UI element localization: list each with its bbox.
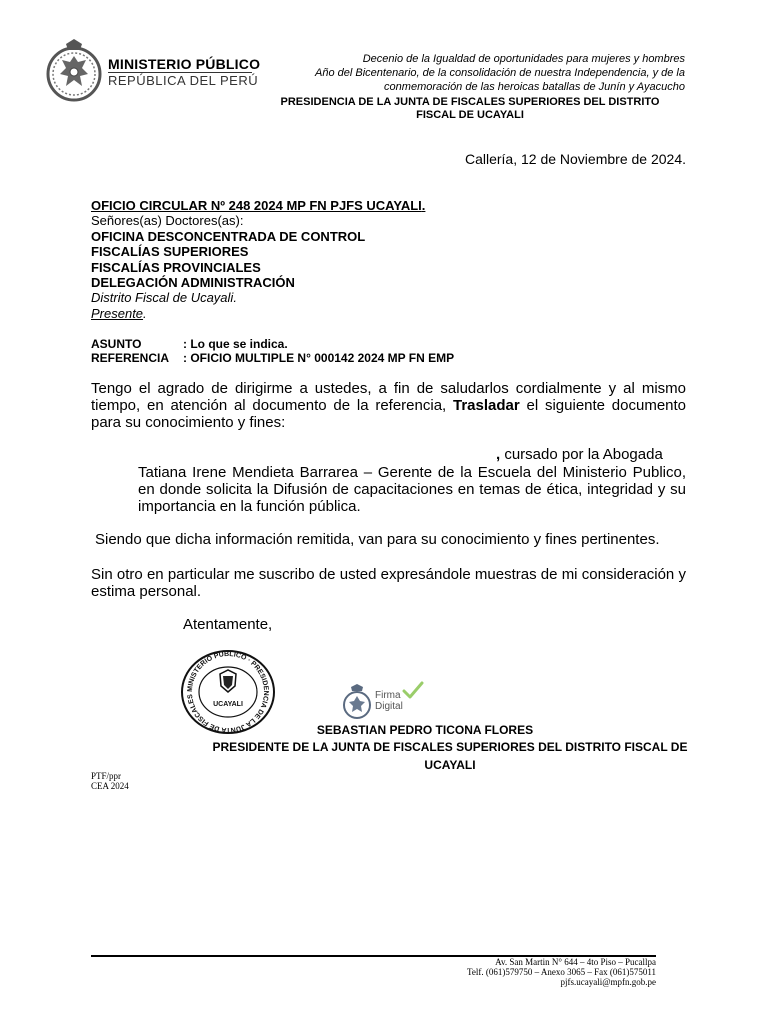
document-date: Callería, 12 de Noviembre de 2024. <box>464 151 686 167</box>
referencia-label: REFERENCIA <box>91 351 170 365</box>
body-text: Tengo el agrado de dirigirme a ustedes, a fin de saludarlos cordialmente y al mismo tiempo, en atención al documento de la referencia, <box>91 380 686 414</box>
footer-address <box>467 957 656 987</box>
body-paragraph-3: Sin otro en particular me suscribo de usted expresándole muestras de mi consideración y estima personal. <box>91 566 686 600</box>
oficio-title <box>91 198 425 213</box>
asunto-block <box>91 337 454 365</box>
official-seal-stamp <box>178 648 278 736</box>
initials-line: PTF/ppr <box>91 771 122 781</box>
closing: Atentamente, <box>183 616 273 633</box>
initials <box>91 771 129 791</box>
recipient: FISCALÍAS SUPERIORES <box>91 244 249 259</box>
ministerio-publico-logo-icon <box>44 38 104 104</box>
firma-digital-emblem-icon <box>342 684 372 720</box>
signer-name: SEBASTIAN PEDRO TICONA FLORES <box>316 723 534 737</box>
referencia-value: : OFICIO MULTIPLE N° 000142 2024 MP FN EMP <box>183 351 455 365</box>
signer-role-line: PRESIDENTE DE LA JUNTA DE FISCALES SUPERIORES DEL DISTRITO FISCAL DE <box>212 740 688 754</box>
recipient: DELEGACIÓN ADMINISTRACIÓN <box>91 275 295 290</box>
presidencia-line: PRESIDENCIA DE LA JUNTA DE FISCALES SUPERIORES DEL DISTRITO <box>280 96 660 108</box>
oficio-number: OFICIO CIRCULAR Nº 248 2024 MP FN PJFS UCAYALI <box>91 198 422 213</box>
firma-label-line: Digital <box>375 701 403 712</box>
presidencia-line: FISCAL DE UCAYALI <box>416 109 524 121</box>
asunto-label: ASUNTO <box>91 337 142 351</box>
cited-text: cursado por la Abogada <box>500 446 663 463</box>
org-name-line1: MINISTERIO PÚBLICO <box>108 56 261 72</box>
seal-ring-text: MINISTERIO PUBLICO · PRESIDENCIA DE LA JUNTA DE FISCALES <box>186 650 270 734</box>
presente-line <box>91 306 147 321</box>
footer-line: Telf. (061)579750 – Anexo 3065 – Fax (061)575011 <box>466 967 656 977</box>
org-name-line2: REPÚBLICA DEL PERÚ <box>108 73 259 88</box>
decenio-line: Decenio de la Igualdad de oportunidades para mujeres y hombres <box>362 53 685 65</box>
firma-label-line: Firma <box>375 690 401 701</box>
signer-role <box>200 738 700 774</box>
asunto-value: : Lo que se indica. <box>183 337 288 351</box>
seal-center-text: UCAYALI <box>213 701 243 708</box>
body-paragraph-2: Siendo que dicha información remitida, van para su conocimiento y fines pertinentes. <box>95 531 660 548</box>
recipient: OFICINA DESCONCENTRADA DE CONTROL <box>91 229 366 244</box>
oficio-dot: . <box>421 198 426 213</box>
decenio-line: Año del Bicentenario, de la consolidación de nuestra Independencia, y de la <box>315 67 685 79</box>
body-bold-text: Trasladar <box>453 397 520 414</box>
salutation: Señores(as) Doctores(as): <box>91 213 244 228</box>
recipient: FISCALÍAS PROVINCIALES <box>91 260 261 275</box>
svg-text:MINISTERIO PUBLICO · PRESIDENC <box>178 648 269 733</box>
footer-line: pjfs.ucayali@mpfn.gob.pe <box>560 977 656 987</box>
initials-line: CEA 2024 <box>91 781 129 791</box>
district-line: Distrito Fiscal de Ucayali. <box>91 290 237 305</box>
firma-digital-label <box>375 690 403 712</box>
cited-document-text: Tatiana Irene Mendieta Barrarea – Gerente de la Escuela del Ministerio Publico, en donde solicita la Difusión de capacitaciones en temas de ética, integridad y su importancia en la función pública. <box>138 464 686 515</box>
body-text: el siguiente documento para su conocimiento y fines: <box>91 397 687 431</box>
decenio-text <box>225 52 685 94</box>
cited-document-first-line <box>496 446 663 463</box>
presidencia-heading <box>250 96 690 122</box>
body-paragraph-1 <box>91 380 686 431</box>
check-icon <box>402 680 424 700</box>
presente-word: Presente <box>91 306 144 321</box>
footer-line: Av. San Martin N° 644 – 4to Piso – Pucallpa <box>495 957 656 967</box>
decenio-line: conmemoración de las heroicas batallas de Junín y Ayacucho <box>384 81 685 93</box>
signer-role-line: UCAYALI <box>424 758 476 772</box>
presente-dot: . <box>143 306 147 321</box>
cited-comma: , <box>496 446 501 463</box>
